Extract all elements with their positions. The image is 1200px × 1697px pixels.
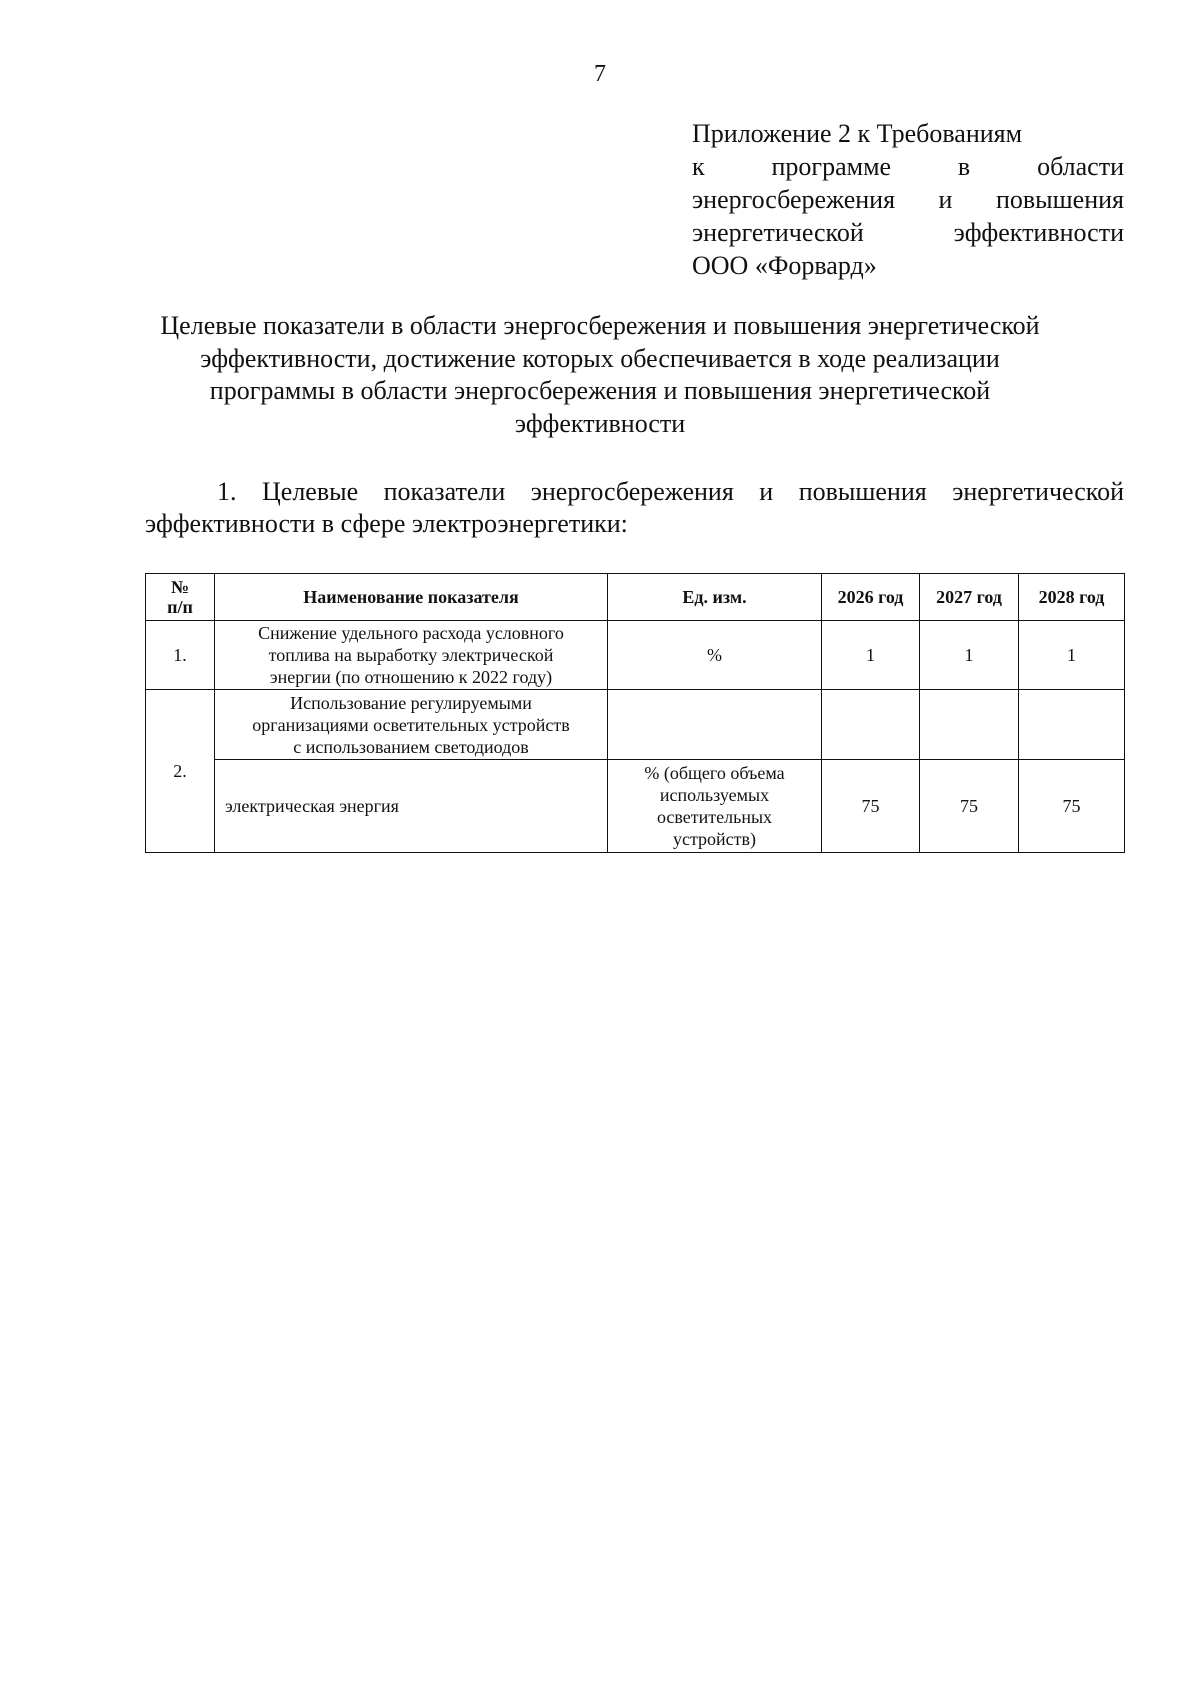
section-heading-line: 1. Целевые показатели энергосбережения и повышения энергетической <box>217 477 1124 506</box>
cell-value-2026: 1 <box>822 621 920 690</box>
appendix-line: энергосбережения и повышения <box>692 185 1124 214</box>
page-number: 7 <box>594 61 606 87</box>
cell-text-line: Использование регулируемыми <box>290 692 532 713</box>
cell-value-2027: 75 <box>920 760 1019 853</box>
table-row <box>146 690 1125 760</box>
column-header-unit: Ед. изм. <box>608 574 822 621</box>
cell-text-line: % (общего объема <box>644 763 785 783</box>
cell-value-2026: 75 <box>822 760 920 853</box>
appendix-line: ООО «Форвард» <box>692 251 877 280</box>
cell-value-2028: 75 <box>1019 760 1125 853</box>
title-line: Целевые показатели в области энергосбережения и повышения энергетической <box>160 311 1040 340</box>
cell-text-line: осветительных <box>656 807 773 827</box>
header-number-symbol: № <box>170 577 190 597</box>
column-header-number <box>146 574 215 621</box>
title-line: эффективности, достижение которых обеспечивается в ходе реализации <box>200 343 1000 373</box>
cell-text-line: устройств) <box>672 829 757 849</box>
cell-text-line: топлива на выработку электрической <box>268 645 554 665</box>
cell-unit: % <box>608 621 822 690</box>
section-heading <box>145 476 1124 540</box>
cell-value-2026 <box>822 690 920 760</box>
header-number-abbr: п/п <box>167 597 193 617</box>
column-header-name: Наименование показателя <box>215 574 608 621</box>
cell-indicator-name: электрическая энергия <box>215 760 608 853</box>
cell-value-2028 <box>1019 690 1125 760</box>
cell-text-line: организациями осветительных устройств <box>252 714 570 735</box>
cell-indicator-name <box>215 621 608 690</box>
indicators-table <box>145 573 1125 853</box>
cell-number: 2. <box>146 690 215 853</box>
appendix-line: к программе в области <box>692 152 1124 181</box>
document-title <box>100 310 1100 440</box>
cell-unit <box>608 760 822 853</box>
title-line: эффективности <box>514 408 686 438</box>
appendix-line: Приложение 2 к Требованиям <box>692 119 1023 148</box>
cell-indicator-name <box>215 690 608 760</box>
cell-text-line: используемых <box>659 785 770 805</box>
table-row <box>146 621 1125 690</box>
section-heading-line: эффективности в сфере электроэнергетики: <box>145 509 628 538</box>
cell-text-line: Снижение удельного расхода условного <box>258 623 564 643</box>
column-header-2027: 2027 год <box>920 574 1019 621</box>
appendix-reference <box>692 117 1124 282</box>
table-header-row <box>146 574 1125 621</box>
cell-value-2027 <box>920 690 1019 760</box>
appendix-line: энергетической эффективности <box>692 218 1124 247</box>
cell-value-2028: 1 <box>1019 621 1125 690</box>
cell-value-2027: 1 <box>920 621 1019 690</box>
table-row <box>146 760 1125 853</box>
title-line: программы в области энергосбережения и повышения энергетической <box>209 376 991 405</box>
cell-unit <box>608 690 822 760</box>
cell-number: 1. <box>146 621 215 690</box>
cell-text-line: энергии (по отношению к 2022 году) <box>269 667 553 687</box>
column-header-2028: 2028 год <box>1019 574 1125 621</box>
cell-text-line: с использованием светодиодов <box>293 736 529 757</box>
column-header-2026: 2026 год <box>822 574 920 621</box>
